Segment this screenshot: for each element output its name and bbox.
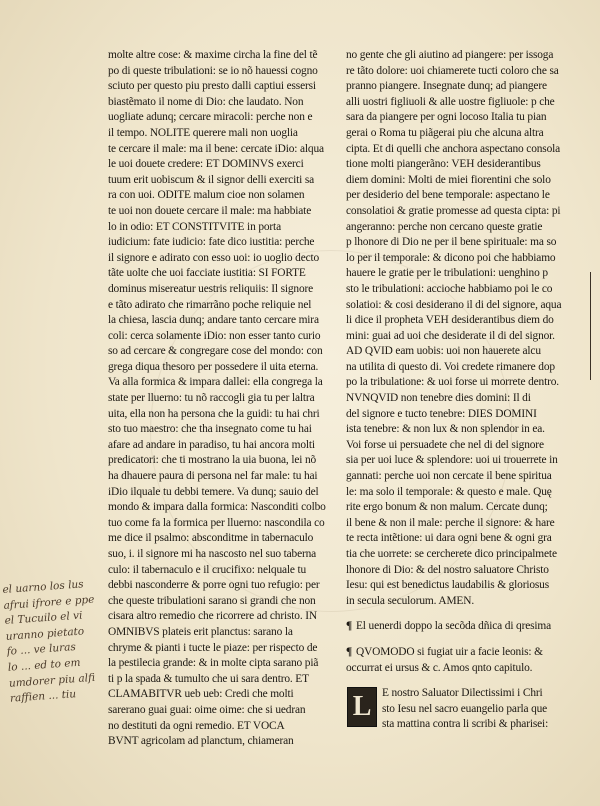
text-line: OMNIBVS plateis erit planctus: sarano la — [108, 625, 293, 638]
text-line: il tempo. NOLITE querere mali non uoglia — [108, 126, 298, 139]
text-line: po di queste tribulationi: se io nõ hauessi cogno — [108, 64, 318, 77]
text-line: suo, i. il signore mi ha nascosto nel suo taberna — [108, 548, 317, 560]
text-line: no destituti da ogni remedio. ET VOCA — [108, 719, 285, 732]
text-line: angeranno: perche non cercano queste gratie — [346, 220, 543, 233]
text-line: hauere le gratie per le tribulationi: uenghino p — [346, 267, 548, 280]
text-line: po la tribulatione: & uoi forse ui morrete dentro. — [346, 376, 559, 389]
marginal-note-line: uranno pietato — [5, 625, 85, 643]
section-gap — [346, 609, 588, 619]
text-line: p lhonore di Dio ne per il bene spirituale: ma so — [346, 236, 557, 249]
text-line: le uoi douete credere: ET DOMINVS exerci — [108, 158, 304, 171]
text-line: coli: cerca solamente iDio: non esser tanto curio — [108, 329, 321, 342]
text-line: tuum erit uobiscum & il signor delli exerciti sa — [108, 173, 315, 186]
text-line: solatioi: & cosi desiderano il di del signore, aqua — [346, 298, 562, 311]
sermon-line: sto Iesu nel sacro euangelio parla que — [382, 702, 548, 715]
right-text-column — [346, 48, 588, 733]
text-line: AD QVID eam uobis: uoi non hauerete alcu — [346, 345, 541, 358]
text-line: Va alla formica & impara dallei: ella congrega la — [108, 376, 323, 389]
pilcrow-icon: ¶ — [346, 645, 353, 658]
text-line: debbi nasconderre & porre ogni tuo refugio: per — [108, 579, 320, 592]
text-line: grega diqua thesoro per possedere il uita eterna. — [108, 360, 319, 373]
text-line: biastẽmato il nome di Dio: che laudato. Non — [108, 95, 304, 108]
text-line: la pestilecia grande: & in molte cipta sarano piã — [108, 657, 319, 670]
sermon-opening — [346, 686, 588, 733]
text-line: re tãto dolore: uoi chiamerete tucti coloro che sa — [346, 64, 559, 77]
text-line: diem domini: Molti de miei fiorentini che solo — [346, 173, 551, 186]
sermon-lines — [346, 686, 588, 733]
text-line: lo per il temporale: & dicono poi che habbiamo — [346, 251, 556, 264]
text-line: iDio ilquale tu debbi temere. Va dunq; sauio del — [108, 485, 319, 498]
margin-bracket — [584, 272, 591, 380]
text-line: per desiderio del bene temporale: aspectano le — [346, 189, 550, 202]
text-line: chryme & pianti i tucte le piaze: per rispecto de — [108, 641, 318, 654]
text-line: le: ma solo il temporale: & questo e male. Quę — [346, 485, 552, 498]
text-line: consolatioi & gratie promesse ad questa cipta: pi — [346, 204, 561, 217]
text-line: li dice il propheta VEH desiderantibus diem do — [346, 314, 554, 327]
handwritten-marginalia — [2, 576, 114, 708]
theme-text: QVOMODO si fugiat uir a facie leonis: & — [356, 645, 543, 658]
text-line: tãte uolte che uoi facciate iustitia: SI FORTE — [108, 267, 306, 280]
pilcrow-icon: ¶ — [346, 620, 353, 633]
text-line: Iesu: qui est benedictus laudabilis & gloriosus — [346, 579, 550, 592]
left-text-column — [108, 48, 342, 750]
text-line: mondo & impara dalla formica: Nasconditi colbo — [108, 501, 326, 514]
text-line: na utilita di questo di. Voi credete rimanere dop — [346, 360, 555, 373]
text-line: pranno piangere. Insegnate dunq; ad piangere — [346, 80, 547, 93]
text-line: predicatori: che ti mostrano la uia buona, lei nõ — [108, 454, 317, 467]
text-line: te cercare il male: ma il bene: cercate iDio: alqua — [108, 142, 324, 155]
text-line: il signore e adirato con esso uoi: io uoglio decto — [108, 251, 320, 264]
marginal-note-line: afrui ifrore e ppe — [3, 593, 95, 612]
text-line: sara da piangere per ogni locoso Italia tu pian — [346, 111, 547, 124]
decorated-initial — [347, 687, 377, 727]
text-line: e tãto adirato che rimarrãno poche reliquie nel — [108, 298, 312, 311]
text-line: tione molti piangerãno: VEH desiderantibus — [346, 158, 541, 171]
marginal-note-line: raffien ... tiu — [9, 688, 77, 705]
text-line: Voi forse ui persuadete che nel di del signore — [346, 438, 544, 451]
theme-citation: occurrat ei ursus & c. Amos qnto capitulo. — [346, 661, 533, 674]
text-line: lhonore di Dio: & del nostro saluatore Christo — [346, 563, 549, 576]
marginal-note-line: fo ... ve luras — [6, 641, 77, 659]
rubric-heading — [346, 619, 588, 635]
initial-letter: L — [352, 691, 372, 723]
text-line: il bene & non il male: perche il signore: & hare — [346, 516, 555, 529]
text-line: uita, ella non ha persona che la guidi: tu hai chri — [108, 407, 320, 420]
text-line: sia per uoi luce & splendore: uoi ui trouerrete in — [346, 454, 558, 467]
text-line: la chiesa, lascia dunq; andare tanto cercare mira — [108, 314, 319, 327]
marginal-note-line: el uarno los lus — [2, 578, 85, 596]
sermon-line: sta mattina contra li scribi & pharisei: — [382, 718, 549, 731]
text-line: ti p la spada & tumulto che ui sara dentro. ET — [108, 672, 309, 685]
text-line: ista tenebre: & non lux & non splendor in ea. — [346, 423, 545, 436]
sermon-theme — [346, 645, 588, 661]
marginal-note-line: umdorer piu alfi — [8, 671, 96, 690]
text-line: culo: il tabernaculo e il crucifixo: nelquale tu — [108, 563, 307, 576]
text-line: tuo come fa la formica per lluerno: nascondila co — [108, 516, 325, 529]
text-line: molte altre cose: & maxime circha la fine del tẽ — [108, 49, 318, 61]
text-line: alli uostri figliuoli & alle uostre figliuole: p che — [346, 95, 555, 108]
marginal-note-line: el Tucuilo el vi — [4, 609, 83, 628]
text-line: rite ergo bonum & non malum. Cercate dunq; — [346, 501, 548, 514]
text-line: cisara altro remedio che ricorrere ad christo. IN — [108, 610, 317, 623]
text-line: uogliate adunq; cercare miracoli: perche non e — [108, 111, 313, 124]
text-line: in secula seculorum. AMEN. — [346, 594, 475, 607]
text-line: te recta intẽtione: ui dara ogni bene & ogni gra — [346, 532, 552, 545]
text-line: so ad cercare & congregare cose del mondo: con — [108, 345, 323, 358]
sermon-line: E nostro Saluator Dilectissimi i Chri — [382, 687, 543, 700]
text-line: BVNT agricolam ad planctum, chiameran — [108, 735, 294, 748]
right-column-lines — [346, 48, 588, 609]
text-line: afare ad andare in paradiso, tu hai ancora molti — [108, 438, 315, 451]
text-line: sto tuo maestro: che tha insegnato come tu hai — [108, 423, 312, 436]
text-line: sto le tribulationi: accioche habbiamo poi le co — [346, 282, 553, 295]
text-line: gannati: perche uoi non cercate il bene spiritua — [346, 470, 552, 483]
text-line: sciuto per questo piu presto dalli captiui essersi — [108, 80, 316, 93]
text-line: CLAMABITVR ueb ueb: Credi che molti — [108, 688, 294, 701]
text-line: ra con uoi. ODITE malum cioe non solamen — [108, 189, 305, 202]
text-line: NVNQVID non tenebre dies domini: Il di — [346, 392, 531, 405]
text-line: te uoi non douete cercare il male: ma habbiate — [108, 204, 312, 217]
text-line: cipta. Et di quelli che anchora aspectano consola — [346, 142, 561, 155]
text-line: dominus misereatur uestris reliquiis: Il signore — [108, 282, 314, 295]
rubric-text: El uenerdi doppo la secõda dñica di qresima — [356, 620, 552, 633]
section-gap — [346, 635, 588, 645]
text-line: che queste tribulationi sarano si grandi che non — [108, 594, 316, 607]
text-line: state per lluerno: tu nõ raccogli gia tu per laltra — [108, 392, 315, 405]
section-gap — [346, 676, 588, 686]
text-line: del signore e tucto tenebre: DIES DOMINI — [346, 407, 537, 420]
text-line: lo in odio: ET CONSTITVITE in porta — [108, 220, 281, 233]
text-line: ha dhauere paura di persona nel far male: tu hai — [108, 470, 318, 483]
text-line: iudicium: fate iudicio: fate dico iustitia: perche — [108, 236, 315, 249]
text-line: sarerano guai guai: oime oime: che si uedran — [108, 703, 306, 716]
text-line: me dice il psalmo: absconditme in tabernaculo — [108, 532, 314, 545]
text-line: tia che uorrete: se cercherete dico principalmete — [346, 548, 557, 560]
text-line: no gente che gli aiutino ad piangere: per issoga — [346, 49, 554, 61]
text-line: gerai o Roma tu piãgerai piu che alcuna altra — [346, 126, 544, 139]
marginal-note-line: lo ... ed to em — [7, 656, 81, 674]
text-line: mini: guai ad uoi che desiderate il di del signor. — [346, 329, 555, 342]
